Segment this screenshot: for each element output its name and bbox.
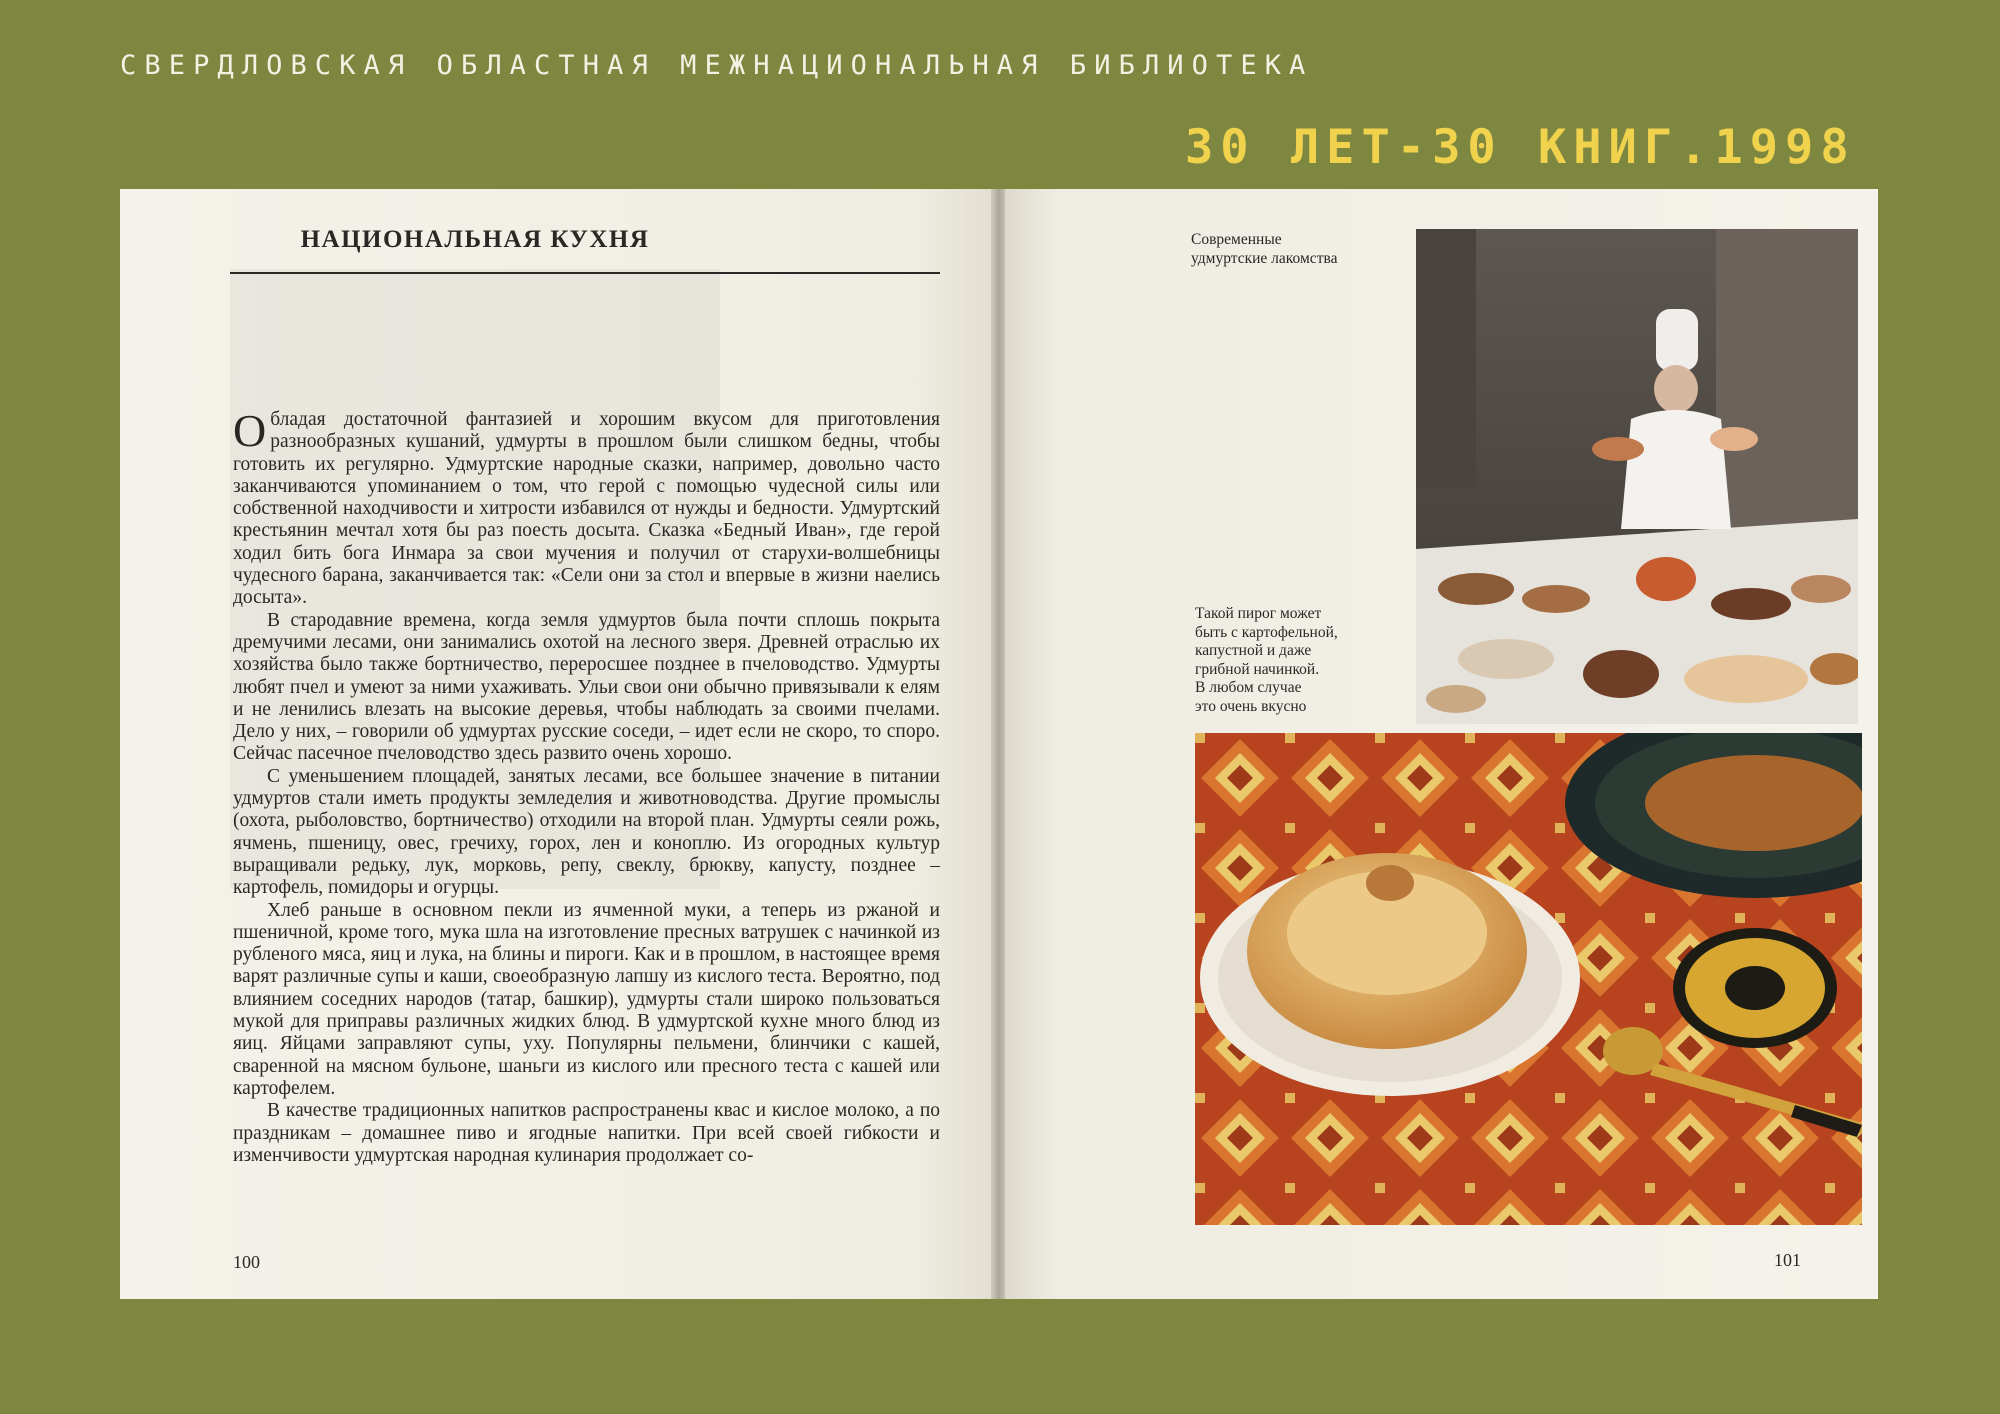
- series-title: 30 ЛЕТ-30 КНИГ.1998: [1185, 120, 1856, 175]
- photo-chef-with-pastries: [1416, 229, 1858, 724]
- library-name: СВЕРДЛОВСКАЯ ОБЛАСТНАЯ МЕЖНАЦИОНАЛЬНАЯ БИБЛИОТЕКА: [120, 50, 1314, 81]
- paragraph: В качестве традиционных напитков распространены квас и кислое молоко, а по праздникам – домашнее пиво и ягодные напитки. При всей своей гибкости и изменчивости удмуртская народная кулинария продолжает со-: [233, 1100, 940, 1166]
- paragraph-text: бладая достаточной фантазией и хорошим вкусом для приготовления разнообразных кушаний, удмурты в прошлом были слишком бедны, чтобы готовить их регулярно. Удмуртские народные сказки, например, довольно часто заканчиваются упоминанием о том, что герой с помощью чудесной силы или собственной находчивости и хитрости избавился от нужды и бедности. Удмуртский крестьянин мечтал хотя бы раз поесть досыта. Сказка «Бедный Иван», где герой ходил бить бога Инмара за свои мучения и получил от старухи-волшебницы чудесного барана, заканчивается так: «Сели они за стол и впервые в жизни наелись досыта».: [233, 409, 940, 609]
- book-spread: [120, 189, 1878, 1299]
- photo-caption-pie: Такой пирог может быть с картофельной, капустной и даже грибной начинкой. В любом случае это очень вкусно: [1195, 605, 1338, 715]
- right-page: [1005, 189, 1878, 1299]
- paragraph: С уменьшением площадей, занятых лесами, все большее значение в питании удмуртов стали иметь продукты земледелия и животноводства. Другие промыслы (охота, рыболовство, бортничество) отходили на второй план. Удмурты сеяли рожь, ячмень, пшеницу, овес, гречиху, горох, лен и коноплю. Из огородных культур выращивали редьку, лук, морковь, репу, свеклу, брюкву, капусту, позднее – картофель, помидоры и огурцы.: [233, 765, 940, 899]
- article-body: [233, 405, 940, 1167]
- photo-pie-on-tablecloth: [1195, 733, 1862, 1225]
- chef-pastries-illustration: [1416, 229, 1858, 724]
- drop-cap: О: [233, 405, 267, 456]
- paragraph: В стародавние времена, когда земля удмуртов была почти сплошь покрыта дремучими лесами, они занимались охотой на лесного зверя. Древней отраслью их хозяйства было также бортничество, переросшее позднее в пчеловодство. Удмурты любят пчел и умеют за ними ухаживать. Ульи свои они обычно привязывали к елям и не ленились влезать на высокие деревья, чтобы наблюдать за своими пчелами. Дело у них, – говорили об удмуртах русские соседи, – идет если не скоро, то споро. Сейчас пасечное пчеловодство здесь развито очень хорошо.: [233, 609, 940, 765]
- page-number-right: 101: [1774, 1250, 1801, 1270]
- title-rule: [230, 272, 940, 274]
- pie-illustration: [1195, 733, 1862, 1225]
- paragraph: Хлеб раньше в основном пекли из ячменной муки, а теперь из ржаной и пшеничной, кроме того, мука шла на изготовление пресных ватрушек с начинкой из рубленого мяса, яиц и лука, на блины и пироги. Как и в прошлом, в настоящее время варят различные супы и каши, своеобразную лапшу из кислого теста. Вероятно, под влиянием соседних народов (татар, башкир), удмурты стали широко пользоваться мукой для приправы различных жидких блюд. В удмуртской кухне много блюд из яиц. Яйцами заправляют супы, уху. Популярны пельмени, блинчики с кашей, сваренной на мясном бульоне, шаньги из кислого или пресного теста с кашей или картофелем.: [233, 899, 940, 1099]
- page-number-left: 100: [233, 1252, 260, 1272]
- photo-caption-sweets: Современные удмуртские лакомства: [1191, 231, 1338, 267]
- chapter-title: НАЦИОНАЛЬНАЯ КУХНЯ: [300, 226, 650, 253]
- paragraph: [233, 405, 940, 610]
- left-page: [120, 189, 995, 1299]
